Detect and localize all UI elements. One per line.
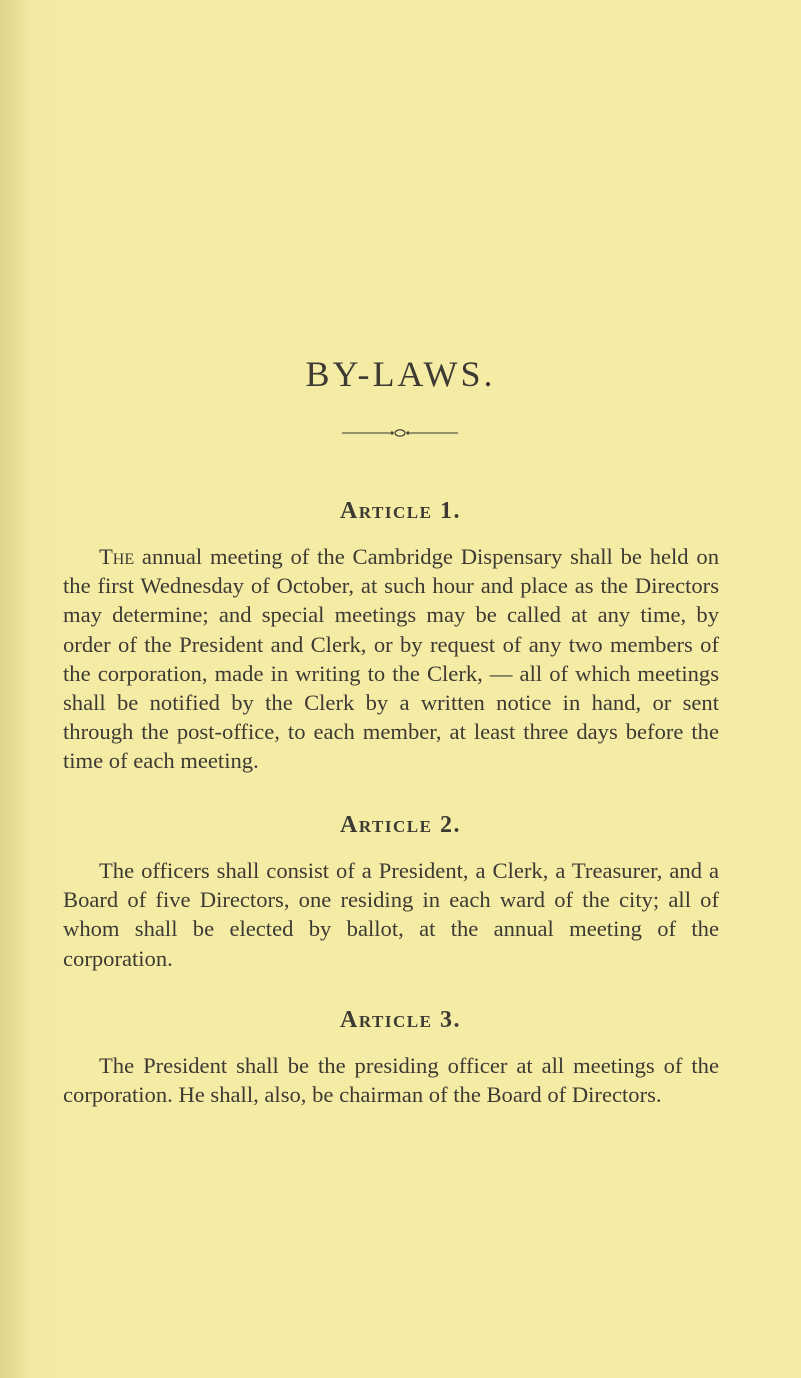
article-3-body: The President shall be the presiding officer at all meetings of the corporation. He shall, also, be chairman of the Board of Directors. — [63, 1053, 719, 1108]
divider-ornament — [340, 428, 460, 438]
article-3-text — [63, 1051, 719, 1109]
article-2-body: The officers shall consist of a President, a Clerk, a Treasurer, and a Board of five Directors, one residing in each ward of the city; all of whom shall be elected by ballot, at the annual meeting of the corporation. — [63, 858, 719, 971]
article-2-text — [63, 856, 719, 973]
article-1-text — [63, 542, 719, 776]
article-3-heading: Article 3. — [340, 1007, 461, 1033]
article-1-body: annual meeting of the Cambridge Dispensary shall be held on the first Wednesday of October, at such hour and place as the Directors may determine; and special meetings may be called at any time, by order of the President and Clerk, or by request of any two members of the corporation, made in writing to the Clerk, — all of which meetings shall be notified by the Clerk by a written notice in hand, or sent through the post-office, to each member, at least three days before the time of each meeting. — [63, 544, 719, 774]
article-1-lead-word: The — [99, 544, 135, 569]
article-1-heading: Article 1. — [340, 498, 461, 524]
article-2-heading: Article 2. — [340, 812, 461, 838]
page-title: BY-LAWS. — [305, 354, 496, 394]
